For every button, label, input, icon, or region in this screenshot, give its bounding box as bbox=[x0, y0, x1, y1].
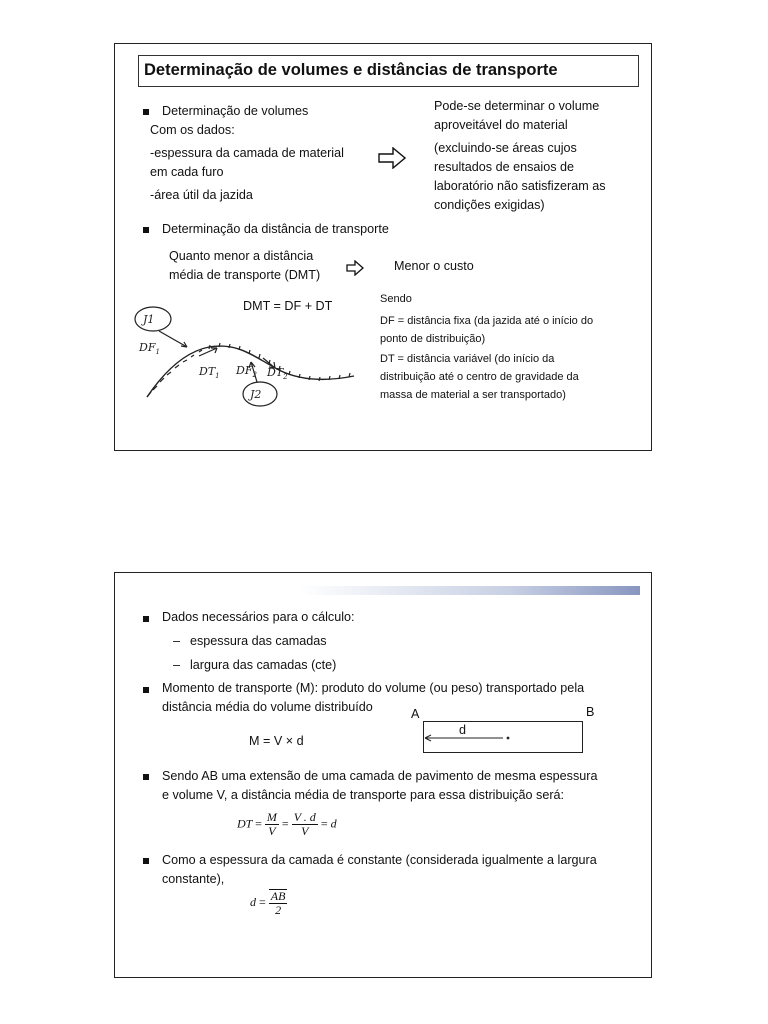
moment-line-2: distância média do volume distribuído bbox=[162, 700, 373, 714]
dt1-label: $DT_1$ bbox=[199, 365, 220, 380]
slide-2 bbox=[114, 572, 652, 978]
bullet-marker bbox=[143, 774, 149, 780]
df2-label: $DF_2$ bbox=[236, 364, 257, 379]
dmt-line-2: média de transporte (DMT) bbox=[169, 268, 321, 282]
label-b: B bbox=[586, 705, 595, 719]
moment-formula: M = V × d bbox=[249, 734, 304, 748]
j1-label: J1 bbox=[143, 313, 155, 326]
bullet-volumes: Determinação de volumes bbox=[162, 104, 309, 118]
dt-equation: DT = $\frac{M}{V}$ = $\frac{V . d}{V}$ = d bbox=[237, 810, 337, 838]
dash-marker: – bbox=[173, 658, 181, 672]
constant-line-1: Como a espessura da camada é constante (considerada igualmente a largura bbox=[162, 853, 597, 867]
slide-1 bbox=[114, 43, 652, 451]
with-data-label: Com os dados: bbox=[150, 123, 235, 137]
df-definition-1: DF = distância fixa (da jazida até o início do bbox=[380, 315, 594, 327]
label-d: d bbox=[459, 723, 467, 737]
df1-label: $DF_1$ bbox=[139, 341, 160, 356]
bullet-distance: Determinação da distância de transporte bbox=[162, 222, 389, 236]
bullet-required-data: Dados necessários para o cálculo: bbox=[162, 610, 355, 624]
constant-line-2: constante), bbox=[162, 872, 225, 886]
moment-line-1: Momento de transporte (M): produto do volume (ou peso) transportado pela bbox=[162, 681, 585, 695]
ab-line-2: e volume V, a distância média de transporte para essa distribuição será: bbox=[162, 788, 565, 802]
data-item-area: -área útil da jazida bbox=[150, 188, 253, 202]
label-a: A bbox=[411, 707, 420, 721]
df-definition-2: ponto de distribuição) bbox=[380, 333, 486, 345]
dt-definition-2: distribuição até o centro de gravidade da bbox=[380, 371, 579, 383]
bullet-marker bbox=[143, 858, 149, 864]
ab-line-1: Sendo AB uma extensão de uma camada de pavimento de mesma espessura bbox=[162, 769, 598, 783]
result-note-4: condições exigidas) bbox=[434, 198, 545, 212]
d-arrow-icon bbox=[423, 733, 513, 743]
data-item-thickness-2: em cada furo bbox=[150, 165, 224, 179]
result-line-1: Pode-se determinar o volume bbox=[434, 99, 600, 113]
result-note-1: (excluindo-se áreas cujos bbox=[434, 141, 577, 155]
result-note-2: resultados de ensaios de bbox=[434, 160, 575, 174]
slide-1-title-box bbox=[138, 55, 639, 87]
j2-label: J2 bbox=[250, 388, 262, 401]
slide-1-title: Determinação de volumes e distâncias de transporte bbox=[144, 61, 558, 79]
result-note-3: laboratório não satisfizeram as bbox=[434, 179, 606, 193]
implies-arrow-icon bbox=[346, 260, 364, 276]
dt-definition-3: massa de material a ser transportado) bbox=[380, 389, 566, 401]
dt-definition-1: DT = distância variável (do início da bbox=[380, 353, 555, 365]
df1-arrow bbox=[159, 331, 187, 347]
bullet-marker bbox=[143, 109, 149, 115]
dash-marker: – bbox=[173, 634, 181, 648]
bullet-marker bbox=[143, 616, 149, 622]
cost-result: Menor o custo bbox=[394, 259, 474, 273]
slide-2-header-bar bbox=[115, 586, 640, 595]
dt2-label: $DT_2$ bbox=[267, 366, 288, 381]
bullet-marker bbox=[143, 687, 149, 693]
result-line-2: aproveitável do material bbox=[434, 118, 568, 132]
bullet-marker bbox=[143, 227, 149, 233]
data-item-thickness-1: -espessura da camada de material bbox=[150, 146, 344, 160]
sub-width: largura das camadas (cte) bbox=[190, 658, 337, 672]
sub-thickness: espessura das camadas bbox=[190, 634, 327, 648]
dmt-formula: DMT = DF + DT bbox=[243, 299, 333, 313]
d-equation: d = $\frac{AB}{2}$ bbox=[250, 889, 286, 917]
sendo-label: Sendo bbox=[380, 293, 412, 305]
transport-sketch-diagram bbox=[129, 302, 369, 412]
dmt-line-1: Quanto menor a distância bbox=[169, 249, 314, 263]
implies-arrow-icon bbox=[378, 147, 406, 169]
